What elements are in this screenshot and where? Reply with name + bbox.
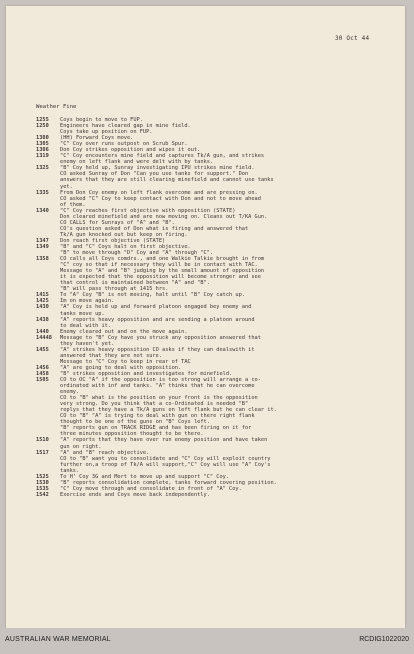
log-text: To "A" Coy "B" is not moving, halt until "B" Coy catch up. <box>60 292 245 299</box>
log-text: they haven't yet. <box>60 340 115 347</box>
log-text: "A" are going to deal with opposition. <box>60 364 182 371</box>
log-time: 1425 <box>36 298 49 305</box>
log-text: yet. <box>60 183 73 190</box>
log-text: replys that they have a Tk/A guns on left flank but he can clear it. <box>60 407 277 414</box>
log-entries <box>36 117 396 498</box>
log-time: 1340 <box>36 207 49 214</box>
log-time: 1250 <box>36 123 49 130</box>
log-time: 1347 <box>36 237 49 244</box>
log-text: "A" Coy is held up and forward platoon engaged bey enemy and <box>60 304 252 311</box>
log-time: 1535 <box>36 485 49 492</box>
log-text: tanks move up. <box>60 310 105 317</box>
log-text: CO to OC "A" if the opposition is too strong will arrange a co- <box>60 377 261 384</box>
log-text: CO to "B" want you to consolidate and "C" Coy will exploit country <box>60 455 271 462</box>
log-text: CO CALLS for Sunrays of "A" and "B". <box>60 219 175 226</box>
log-text: "A" reports heavy opposition and are sending a platoon around <box>60 316 255 323</box>
log-text: Enemy cleared out and on the move again. <box>60 328 188 335</box>
log-time: 1525 <box>36 473 49 480</box>
log-text: "C" Coy over runs outpost on Scrub Spur. <box>60 141 188 148</box>
log-text: "B" to move through "D" Coy and "A" through "C". <box>60 250 214 257</box>
log-time: 14448 <box>36 334 52 341</box>
log-time: 1542 <box>36 491 49 498</box>
log-text: Don Coy strikes opposition and wipes it out. <box>60 147 201 154</box>
log-entry <box>36 492 396 498</box>
document-date: 30 Oct 44 <box>335 35 370 42</box>
log-text: "B" strikes opposition and investigates for minefield. <box>60 370 233 377</box>
log-text: answers that they are still clearing minefield and cannot use tanks <box>60 177 274 184</box>
archive-reference: RCDIG1022020 <box>359 636 409 643</box>
log-text: CO's question asked of Don what is firing and answered that <box>60 225 249 232</box>
log-time: 1255 <box>36 117 49 123</box>
log-text: answered that they are not sure. <box>60 352 163 359</box>
log-text: to deal with it. <box>60 322 112 329</box>
log-text: "B" Coy held up, Sunray investigating IPU strikes mine field. <box>60 165 255 172</box>
log-text: "A" and "B" reach objective. <box>60 449 150 456</box>
archive-name: AUSTRALIAN WAR MEMORIAL <box>5 636 111 643</box>
log-time: 1415 <box>36 292 49 299</box>
log-text: Message to "A" and "B" judging by the small amount of opposition <box>60 268 265 275</box>
log-text: "B" and "C" Coys halt on first objective. <box>60 243 191 250</box>
log-time: 1505 <box>36 377 49 384</box>
log-time: 1306 <box>36 147 49 154</box>
log-text: further on,a troop of Tk/A will support,"C" Coy will use "A" Coy's <box>60 461 271 468</box>
log-text: Don cleared minefield and are now moving on. Cleans out T/KA Gun. <box>60 213 268 220</box>
log-text: Don reach first objective (STATE) <box>60 237 166 244</box>
log-text: Message to "B" Coy have you struck any opposition answered that <box>60 334 261 341</box>
log-time: 1430 <box>36 304 49 311</box>
log-time: 1300 <box>36 135 49 142</box>
log-text: three minutes opposition thought to be there. <box>60 431 204 438</box>
log-text: Exercise ends and Coys move back independently. <box>60 491 210 498</box>
log-text: From Don Coy enemy on left flank overcome and are pressing on. <box>60 189 258 196</box>
log-time: 1458 <box>36 370 49 377</box>
log-text: "C" Coy move through and consolidate in front of "A" Coy. <box>60 485 242 492</box>
log-text: CO asked Sunray of Don "Can you use tanks for support." Don <box>60 171 249 178</box>
archive-footer <box>0 628 414 654</box>
log-time: 1510 <box>36 437 49 444</box>
log-time: 1358 <box>36 256 49 263</box>
log-text: (HH) Forward Coys move. <box>60 135 134 142</box>
log-text: CO to "B" what is the position on your front is the opposition <box>60 395 258 402</box>
log-time: 1305 <box>36 141 49 148</box>
log-text: Message to "C" Coy to keep in rear of TAC <box>60 358 191 365</box>
log-text: of them. <box>60 201 86 208</box>
log-time: 1455 <box>36 346 49 353</box>
log-text: "B" reports consolidation complete, tanks forward covering position. <box>60 479 277 486</box>
log-text: Im on move again. <box>60 298 115 305</box>
log-text: it is expected that the opposition will become stronger and see <box>60 274 261 281</box>
log-text: thought to be one of the guns on "B" Coys left. <box>60 419 210 426</box>
log-text: "A" reports that they have over run enemy position and have taken <box>60 437 268 444</box>
document-page <box>6 6 405 628</box>
log-text: enemy. <box>60 389 80 396</box>
log-text: enemy on left flank and were delt with by tanks. <box>60 159 214 166</box>
log-text: Engineers have cleared gap in mine field. <box>60 123 191 130</box>
log-text: that control is maintained between "A" and "B". <box>60 280 210 287</box>
log-time: 1319 <box>36 153 49 160</box>
log-text: "C" coy so that if necessary they will be in contact with TAC. <box>60 262 258 269</box>
log-text: "C" Coy reaches first objective with opposition (STATE) <box>60 207 236 214</box>
log-text: tanks. <box>60 467 80 474</box>
log-text: CO asked "C" Coy to keep contact with Don and not to move ahead <box>60 195 261 202</box>
log-text: gun on right. <box>60 443 102 450</box>
log-time: 1335 <box>36 189 49 196</box>
log-text: Coys begin to move to FUP. <box>60 117 143 123</box>
log-text: CO calls all Coys comdrs., and one Walkie Talkie brought in from <box>60 256 265 263</box>
log-text: "B" will pass through at 1415 hrs. <box>60 286 169 293</box>
log-time: 1440 <box>36 328 49 335</box>
log-time: 1325 <box>36 165 49 172</box>
log-text: "B" reports gun on TRACK RIDGE and has been firing on it for <box>60 425 252 432</box>
log-text: "C" Coy encounters mine field and captures Tk/A gun, and strikes <box>60 153 265 160</box>
log-time: 1530 <box>36 479 49 486</box>
log-text: ordinated with inf and tanks. "A" thinks that he can overcome <box>60 383 255 390</box>
log-time: 1349 <box>36 243 49 250</box>
log-text: Tk/A gun knocked out but keep on firing. <box>60 231 188 238</box>
log-text: "A" strikes heavy opposition CO asks if they can dealswith it <box>60 346 255 353</box>
log-time: 1456 <box>36 364 49 371</box>
log-text: CO to "B" "A" is trying to deal with gun on there right flank <box>60 413 255 420</box>
weather-note: Weather Fine <box>36 104 77 110</box>
log-text: To H’ Coy 3G and Mort to move up and support "C" Coy. <box>60 473 230 480</box>
log-time: 1517 <box>36 449 49 456</box>
log-text: Coys take up position on FUP. <box>60 129 153 136</box>
log-text: very strong. Do you think that a co-Ordinated is needed "B" <box>60 401 249 408</box>
log-time: 1438 <box>36 316 49 323</box>
